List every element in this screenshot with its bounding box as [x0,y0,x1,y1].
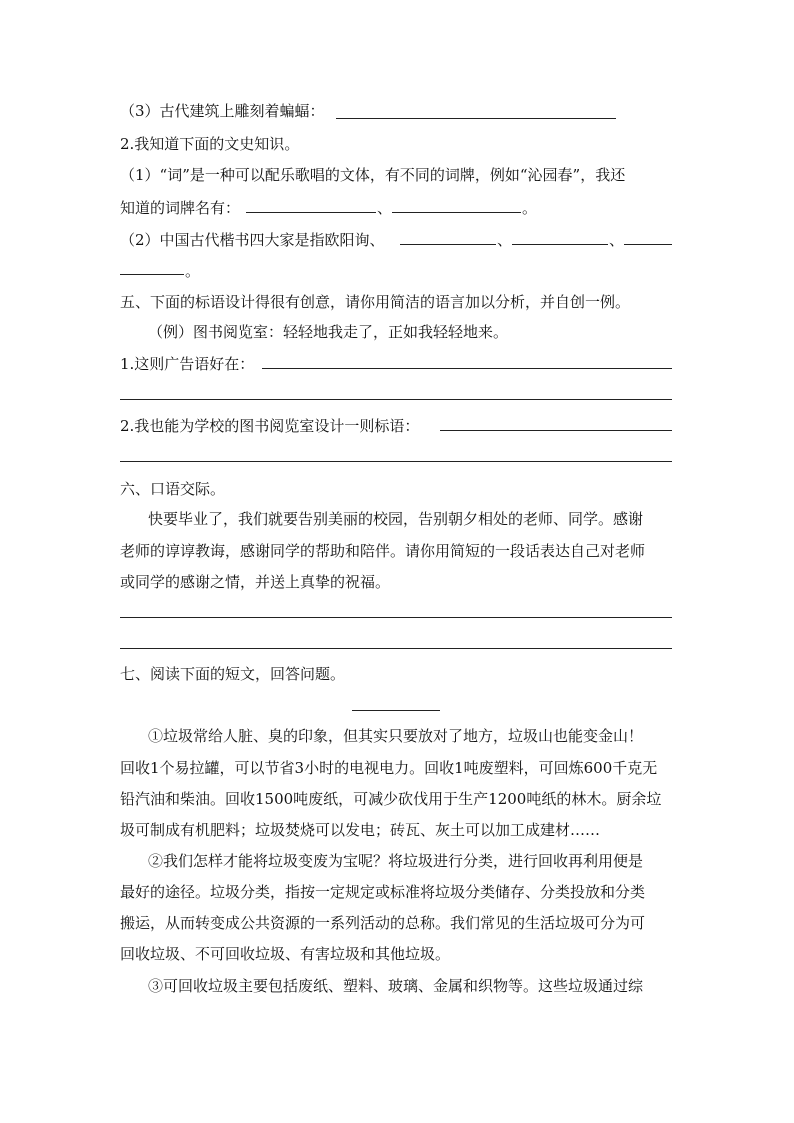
article-para2-line-2: 最好的途径。垃圾分类，指按一定规定或标准将垃圾分类储存、分类投放和分类 [120,883,646,901]
article-para1-line-1: ①垃圾常给人脏、臭的印象，但其实只要放对了地方，垃圾山也能变金山！ [148,727,644,745]
section-6-answer-line-1[interactable] [120,617,672,618]
article-para1-line-3: 铅汽油和柴油。回收1500吨废纸，可减少砍伐用于生产1200吨纸的林木。厨余垃 [120,790,662,808]
section-7-title: 七、阅读下面的短文，回答问题。 [120,665,346,683]
section-6-paragraph-line-3: 或同学的感谢之情，并送上真挚的祝福。 [120,573,391,591]
section-6-title: 六、口语交际。 [120,480,226,498]
q2-2-separator-2: 、 [609,231,625,249]
section-5-q2: 2.我也能为学校的图书阅览室设计一则标语： [120,417,420,435]
article-para2-line-3: 搬运，从而转变成公共资源的一系列活动的总称。我们常见的生活垃圾可分为可 [120,914,646,932]
q3-item-label: （3）古代建筑上雕刻着蝙蝠： [120,102,325,120]
article-para1-line-2: 回收1个易拉罐，可以节省3小时的电视电力。回收1吨废塑料，可回炼600千克无 [120,759,658,777]
section-5-q1-answer-line-1[interactable] [262,368,672,369]
q2-2-separator-1: 、 [497,231,513,249]
article-para1-line-4: 圾可制成有机肥料；垃圾焚烧可以发电；砖瓦、灰土可以加工成建材…… [120,821,601,839]
q2-2-end: 。 [185,262,201,280]
q2-1-line2-prefix: 知道的词牌名有： [120,199,241,217]
section-5-q2-answer-line-2[interactable] [120,461,672,462]
section-6-answer-line-2[interactable] [120,648,672,649]
ci-pai-answer-line-1[interactable] [246,212,376,213]
q2-2-line1: （2）中国古代楷书四大家是指欧阳询、 [120,231,385,249]
calligrapher-answer-line-3a[interactable] [624,244,672,245]
section-5-example: （例）图书阅览室：轻轻地我走了，正如我轻轻地来。 [148,323,509,341]
article-para3-line-1: ③可回收垃圾主要包括废纸、塑料、玻璃、金属和织物等。这些垃圾通过综 [148,977,644,995]
section-5-q1-answer-line-2[interactable] [120,399,672,400]
section-5-q1: 1.这则广告语好在： [120,355,255,373]
ci-pai-answer-line-2[interactable] [392,212,521,213]
section-6-paragraph-line-1: 快要毕业了，我们就要告别美丽的校园，告别朝夕相处的老师、同学。感谢 [148,510,644,528]
q2-1-separator: 、 [377,199,393,217]
section-5-title: 五、下面的标语设计得很有创意，请你用简洁的语言加以分析，并自创一例。 [120,293,631,311]
section-5-q2-answer-line-1[interactable] [440,430,672,431]
article-para2-line-1: ②我们怎样才能将垃圾变废为宝呢？将垃圾进行分类，进行回收再利用便是 [148,852,644,870]
section-6-paragraph-line-2: 老师的谆谆教诲，感谢同学的帮助和陪伴。请你用简短的一段话表达自己对老师 [120,542,646,560]
q3-answer-line[interactable] [336,118,616,119]
q2-1-end: 。 [522,199,538,217]
article-title-blank[interactable] [352,710,440,711]
article-para2-line-4: 回收垃圾、不可回收垃圾、有害垃圾和其他垃圾。 [120,945,451,963]
q2-1-line1: （1）“词”是一种可以配乐歌唱的文体，有不同的词牌，例如“沁园春”，我还 [120,166,626,184]
calligrapher-answer-line-3b[interactable] [120,274,184,275]
q2-title: 2.我知道下面的文史知识。 [120,135,300,153]
calligrapher-answer-line-1[interactable] [400,244,496,245]
calligrapher-answer-line-2[interactable] [512,244,608,245]
